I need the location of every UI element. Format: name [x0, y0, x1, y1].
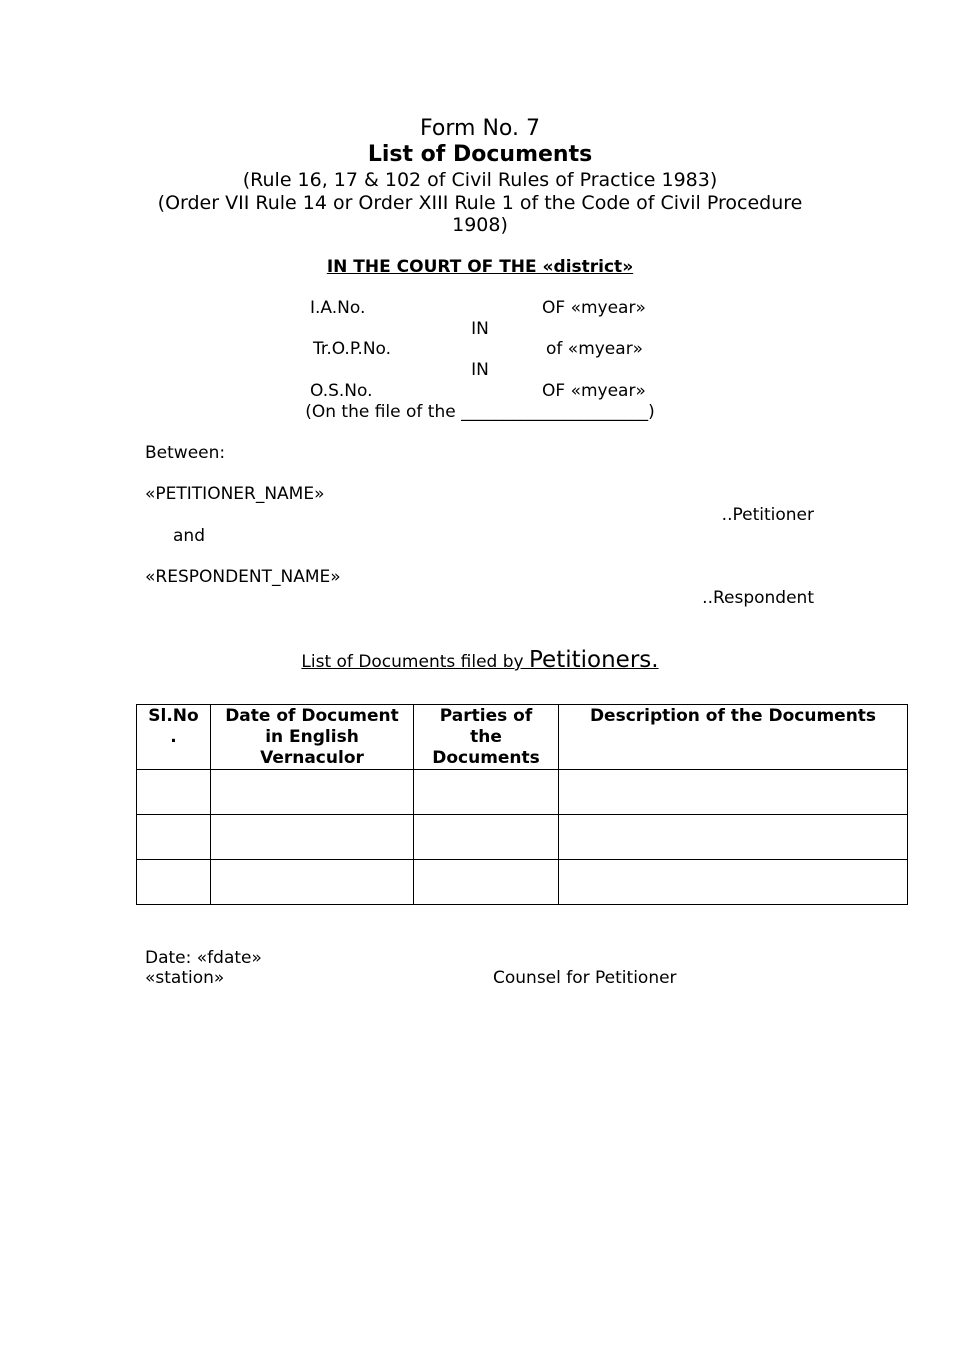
table-cell	[211, 815, 414, 860]
table-cell	[137, 860, 211, 905]
documents-table	[136, 704, 908, 905]
table-cell	[211, 770, 414, 815]
station-line: «station»	[145, 968, 225, 988]
in-separator: IN	[471, 360, 489, 380]
court-heading: IN THE COURT OF THE «district»	[326, 257, 634, 277]
list-heading	[0, 647, 960, 673]
table-row	[137, 815, 908, 860]
table-cell	[559, 770, 908, 815]
document-title: List of Documents	[367, 142, 593, 167]
table-cell	[414, 860, 559, 905]
column-header-date: Date of Document in English Vernaculor	[211, 705, 414, 770]
counsel-signature-label: Counsel for Petitioner	[493, 968, 677, 988]
list-heading-prefix: List of Documents filed by	[301, 652, 529, 672]
column-header-parties: Parties of the Documents	[414, 705, 559, 770]
petitioner-role: ..Petitioner	[721, 505, 814, 525]
table-row	[137, 770, 908, 815]
order-reference: (Order VII Rule 14 or Order XIII Rule 1 of the Code of Civil Procedure	[157, 192, 803, 214]
form-number: Form No. 7	[420, 116, 540, 141]
file-line: (On the file of the ______________________)	[305, 402, 655, 422]
respondent-name: «RESPONDENT_NAME»	[145, 567, 341, 587]
table-cell	[137, 770, 211, 815]
trop-number-label: Tr.O.P.No.	[313, 339, 392, 359]
in-separator: IN	[471, 319, 489, 339]
column-header-sl-no: Sl.No .	[137, 705, 211, 770]
table-cell	[414, 770, 559, 815]
table-row	[137, 860, 908, 905]
table-cell	[559, 815, 908, 860]
order-reference-year: 1908)	[452, 214, 508, 236]
respondent-role: ..Respondent	[702, 588, 814, 608]
ia-year: OF «myear»	[542, 298, 646, 318]
date-line: Date: «fdate»	[145, 948, 262, 968]
rule-reference: (Rule 16, 17 & 102 of Civil Rules of Practice 1983)	[242, 169, 718, 191]
between-label: Between:	[145, 443, 226, 463]
trop-year: of «myear»	[546, 339, 644, 359]
table-header-row	[137, 705, 908, 770]
table-cell	[137, 815, 211, 860]
table-cell	[211, 860, 414, 905]
table-cell	[414, 815, 559, 860]
petitioner-name: «PETITIONER_NAME»	[145, 484, 325, 504]
and-label: and	[173, 526, 205, 546]
column-header-description: Description of the Documents	[559, 705, 908, 770]
os-number-label: O.S.No.	[310, 381, 373, 401]
os-year: OF «myear»	[542, 381, 646, 401]
table-cell	[559, 860, 908, 905]
list-heading-emphasis: Petitioners.	[529, 647, 659, 673]
ia-number-label: I.A.No.	[310, 298, 366, 318]
